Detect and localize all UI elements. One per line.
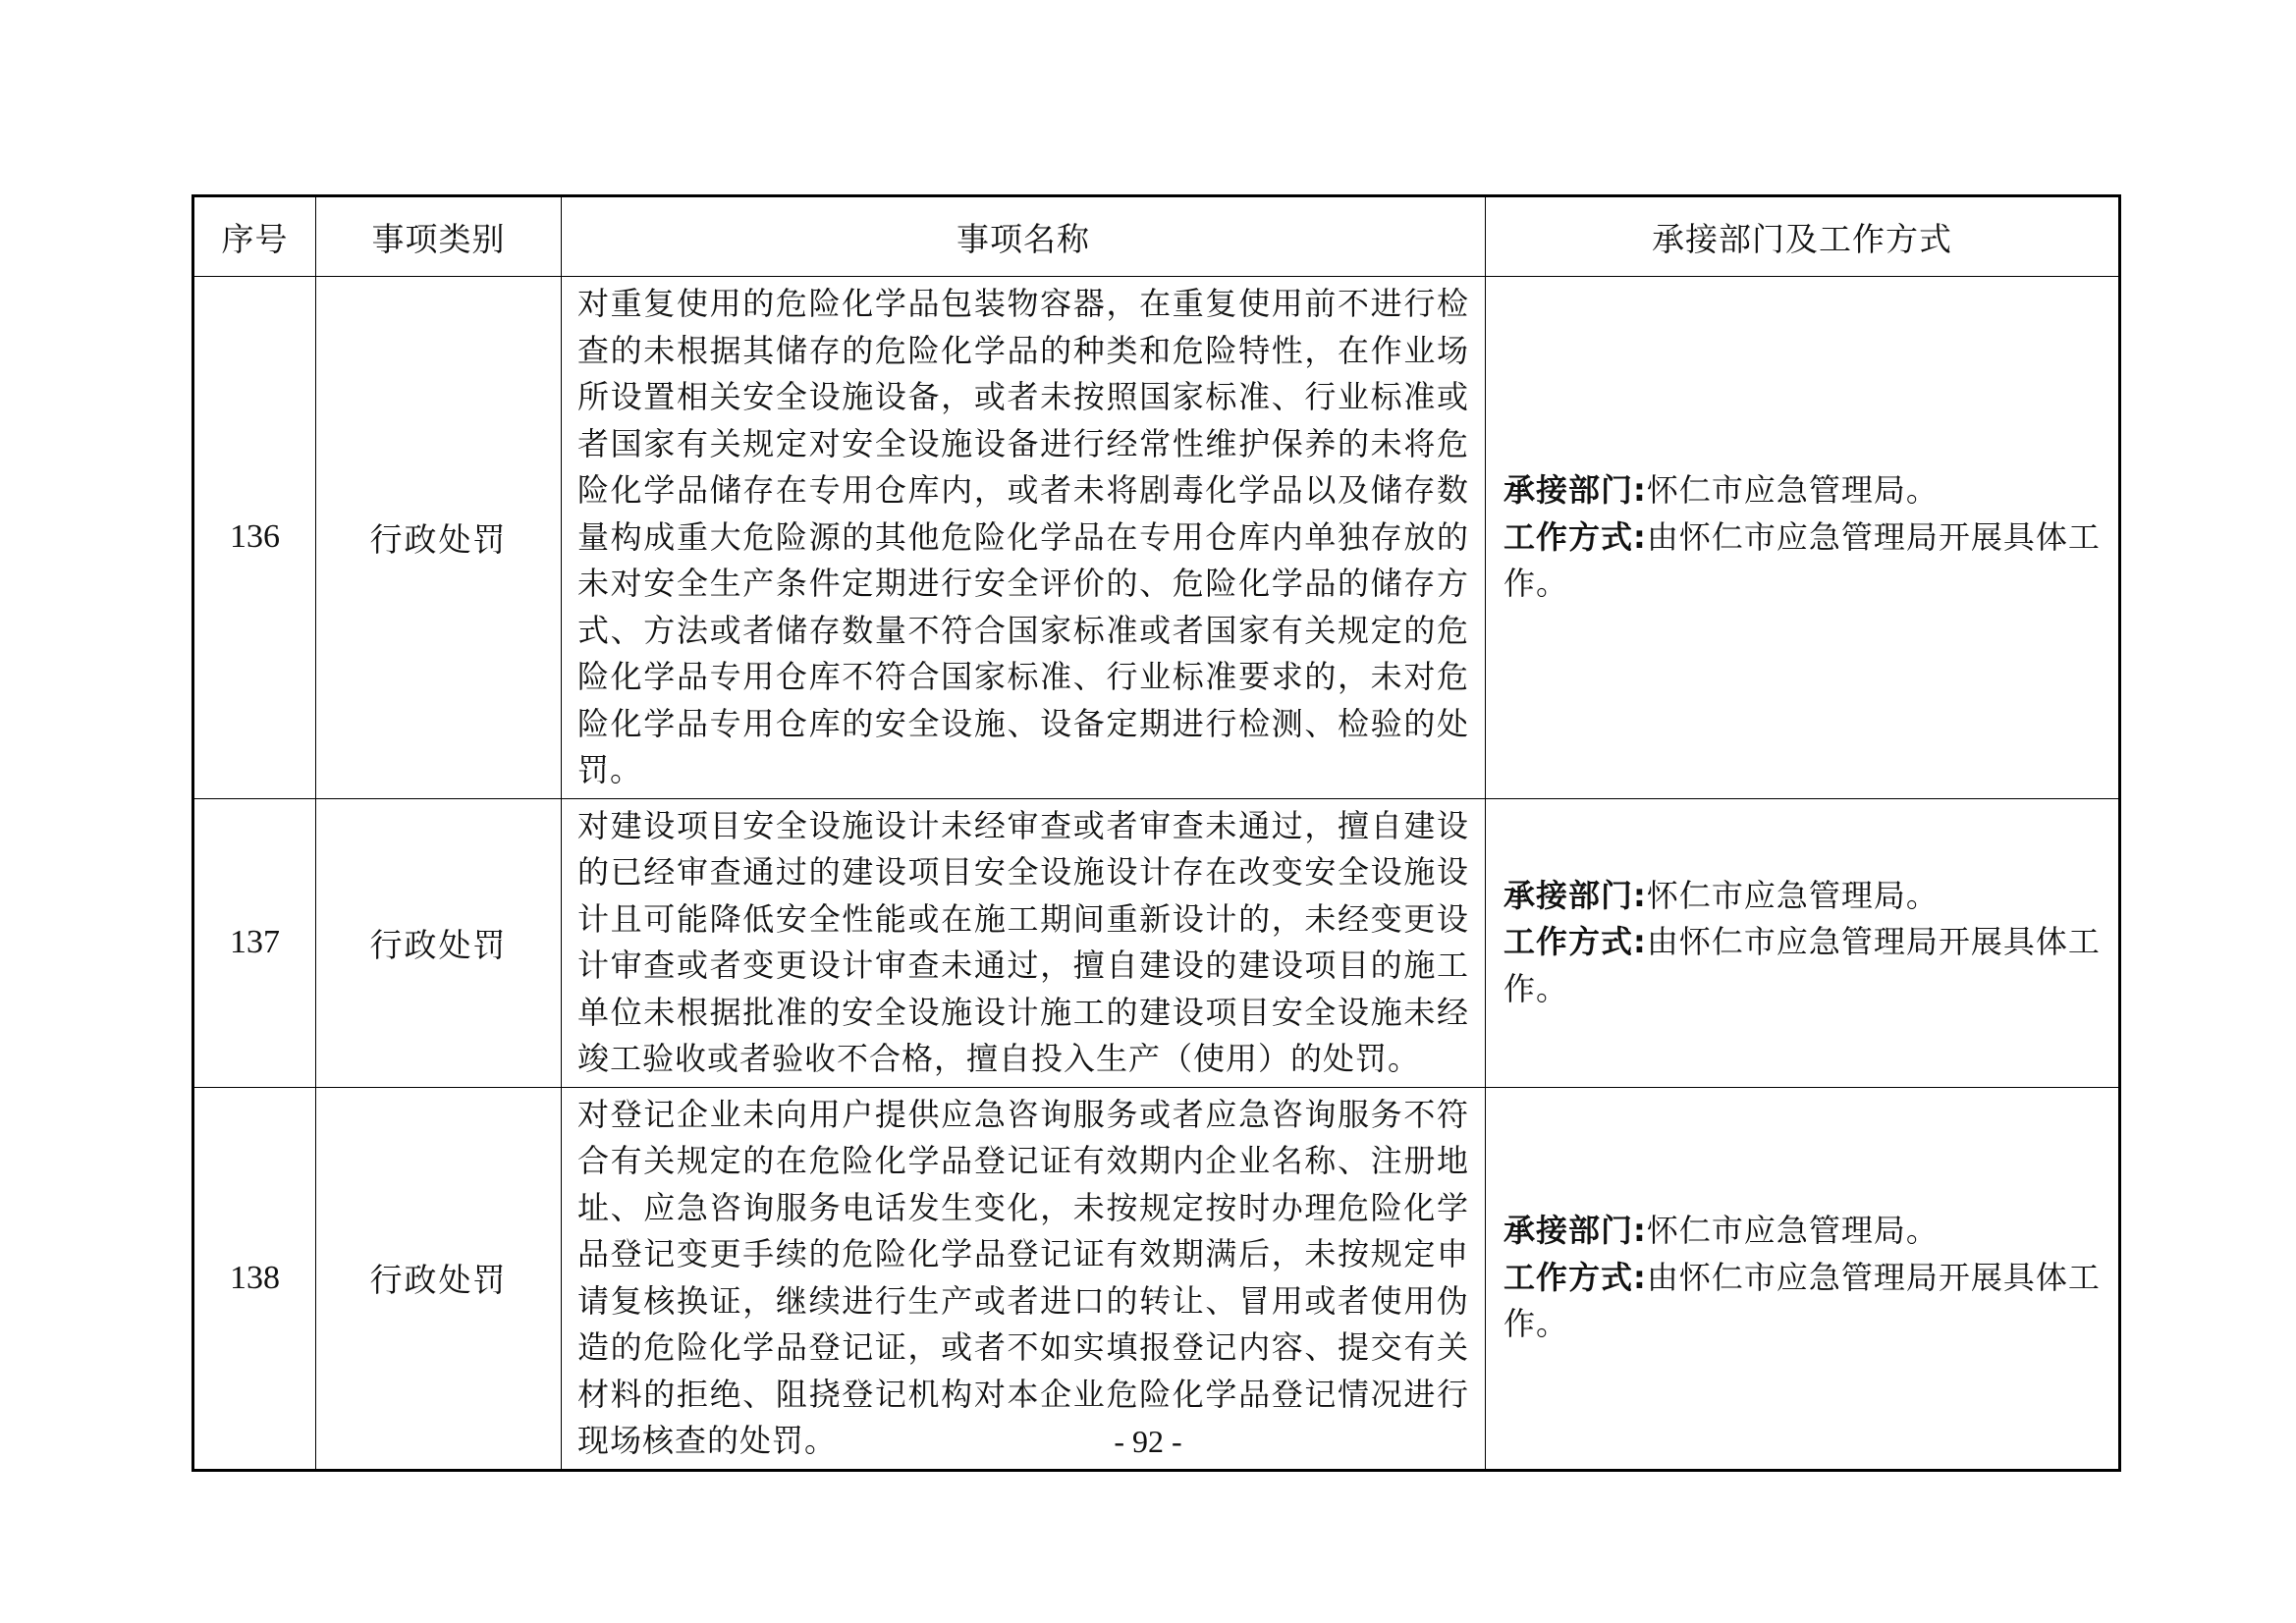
dept-line bbox=[1503, 467, 2101, 514]
table-header-row bbox=[193, 196, 2120, 277]
document-table-container bbox=[191, 194, 2118, 1472]
method-label: 工作方式: bbox=[1503, 1258, 1647, 1296]
header-seq: 序号 bbox=[193, 196, 316, 277]
method-label: 工作方式: bbox=[1503, 517, 1647, 556]
items-table bbox=[191, 194, 2121, 1472]
method-value: 由怀仁市应急管理局开展具体工作。 bbox=[1503, 1258, 2101, 1343]
row-category: 行政处罚 bbox=[316, 277, 562, 799]
row-item-name: 对重复使用的危险化学品包装物容器，在重复使用前不进行检查的未根据其储存的危险化学品的种类和危险特性，在作业场所设置相关安全设施设备，或者未按照国家标准、行业标准或者国家有关规定对安全设施设备进行经常性维护保养的未将危险化学品储存在专用仓库内，或者未将剧毒化学品以及储存数量构成重大危险源的其他危险化学品在专用仓库内单独存放的未对安全生产条件定期进行安全评价的、危险化学品的储存方式、方法或者储存数量不符合国家标准或者国家有关规定的危险化学品专用仓库不符合国家标准、行业标准要求的，未对危险化学品专用仓库的安全设施、设备定期进行检测、检验的处罚。 bbox=[562, 277, 1486, 799]
dept-value: 怀仁市应急管理局。 bbox=[1646, 471, 1939, 509]
dept-label: 承接部门: bbox=[1503, 471, 1647, 509]
method-line bbox=[1503, 514, 2101, 608]
table-row bbox=[193, 798, 2120, 1087]
dept-label: 承接部门: bbox=[1503, 876, 1647, 914]
method-value: 由怀仁市应急管理局开展具体工作。 bbox=[1503, 517, 2101, 602]
row-seq: 137 bbox=[193, 798, 316, 1087]
header-category: 事项类别 bbox=[316, 196, 562, 277]
row-dept-cell bbox=[1486, 277, 2120, 799]
row-dept-cell bbox=[1486, 798, 2120, 1087]
method-label: 工作方式: bbox=[1503, 923, 1647, 961]
header-name: 事项名称 bbox=[562, 196, 1486, 277]
table-row bbox=[193, 277, 2120, 799]
table-row bbox=[193, 1087, 2120, 1470]
method-line bbox=[1503, 1255, 2101, 1348]
row-category: 行政处罚 bbox=[316, 1087, 562, 1470]
row-dept-cell bbox=[1486, 1087, 2120, 1470]
dept-line bbox=[1503, 1208, 2101, 1255]
page-number: - 92 - bbox=[1114, 1424, 1182, 1459]
row-seq: 136 bbox=[193, 277, 316, 799]
header-dept: 承接部门及工作方式 bbox=[1486, 196, 2120, 277]
dept-line bbox=[1503, 873, 2101, 920]
row-item-name: 对登记企业未向用户提供应急咨询服务或者应急咨询服务不符合有关规定的在危险化学品登记证有效期内企业名称、注册地址、应急咨询服务电话发生变化，未按规定按时办理危险化学品登记变更手续的危险化学品登记证有效期满后，未按规定申请复核换证，继续进行生产或者进口的转让、冒用或者使用伪造的危险化学品登记证，或者不如实填报登记内容、提交有关材料的拒绝、阻挠登记机构对本企业危险化学品登记情况进行现场核查的处罚。 bbox=[562, 1087, 1486, 1470]
row-category: 行政处罚 bbox=[316, 798, 562, 1087]
method-line bbox=[1503, 919, 2101, 1012]
row-item-name: 对建设项目安全设施设计未经审查或者审查未通过，擅自建设的已经审查通过的建设项目安全设施设计存在改变安全设施设计且可能降低安全性能或在施工期间重新设计的，未经变更设计审查或者变更设计审查未通过，擅自建设的建设项目的施工单位未根据批准的安全设施设计施工的建设项目安全设施未经竣工验收或者验收不合格，擅自投入生产（使用）的处罚。 bbox=[562, 798, 1486, 1087]
dept-value: 怀仁市应急管理局。 bbox=[1646, 876, 1939, 914]
dept-label: 承接部门: bbox=[1503, 1212, 1647, 1250]
row-seq: 138 bbox=[193, 1087, 316, 1470]
dept-value: 怀仁市应急管理局。 bbox=[1646, 1212, 1939, 1250]
method-value: 由怀仁市应急管理局开展具体工作。 bbox=[1503, 923, 2101, 1007]
